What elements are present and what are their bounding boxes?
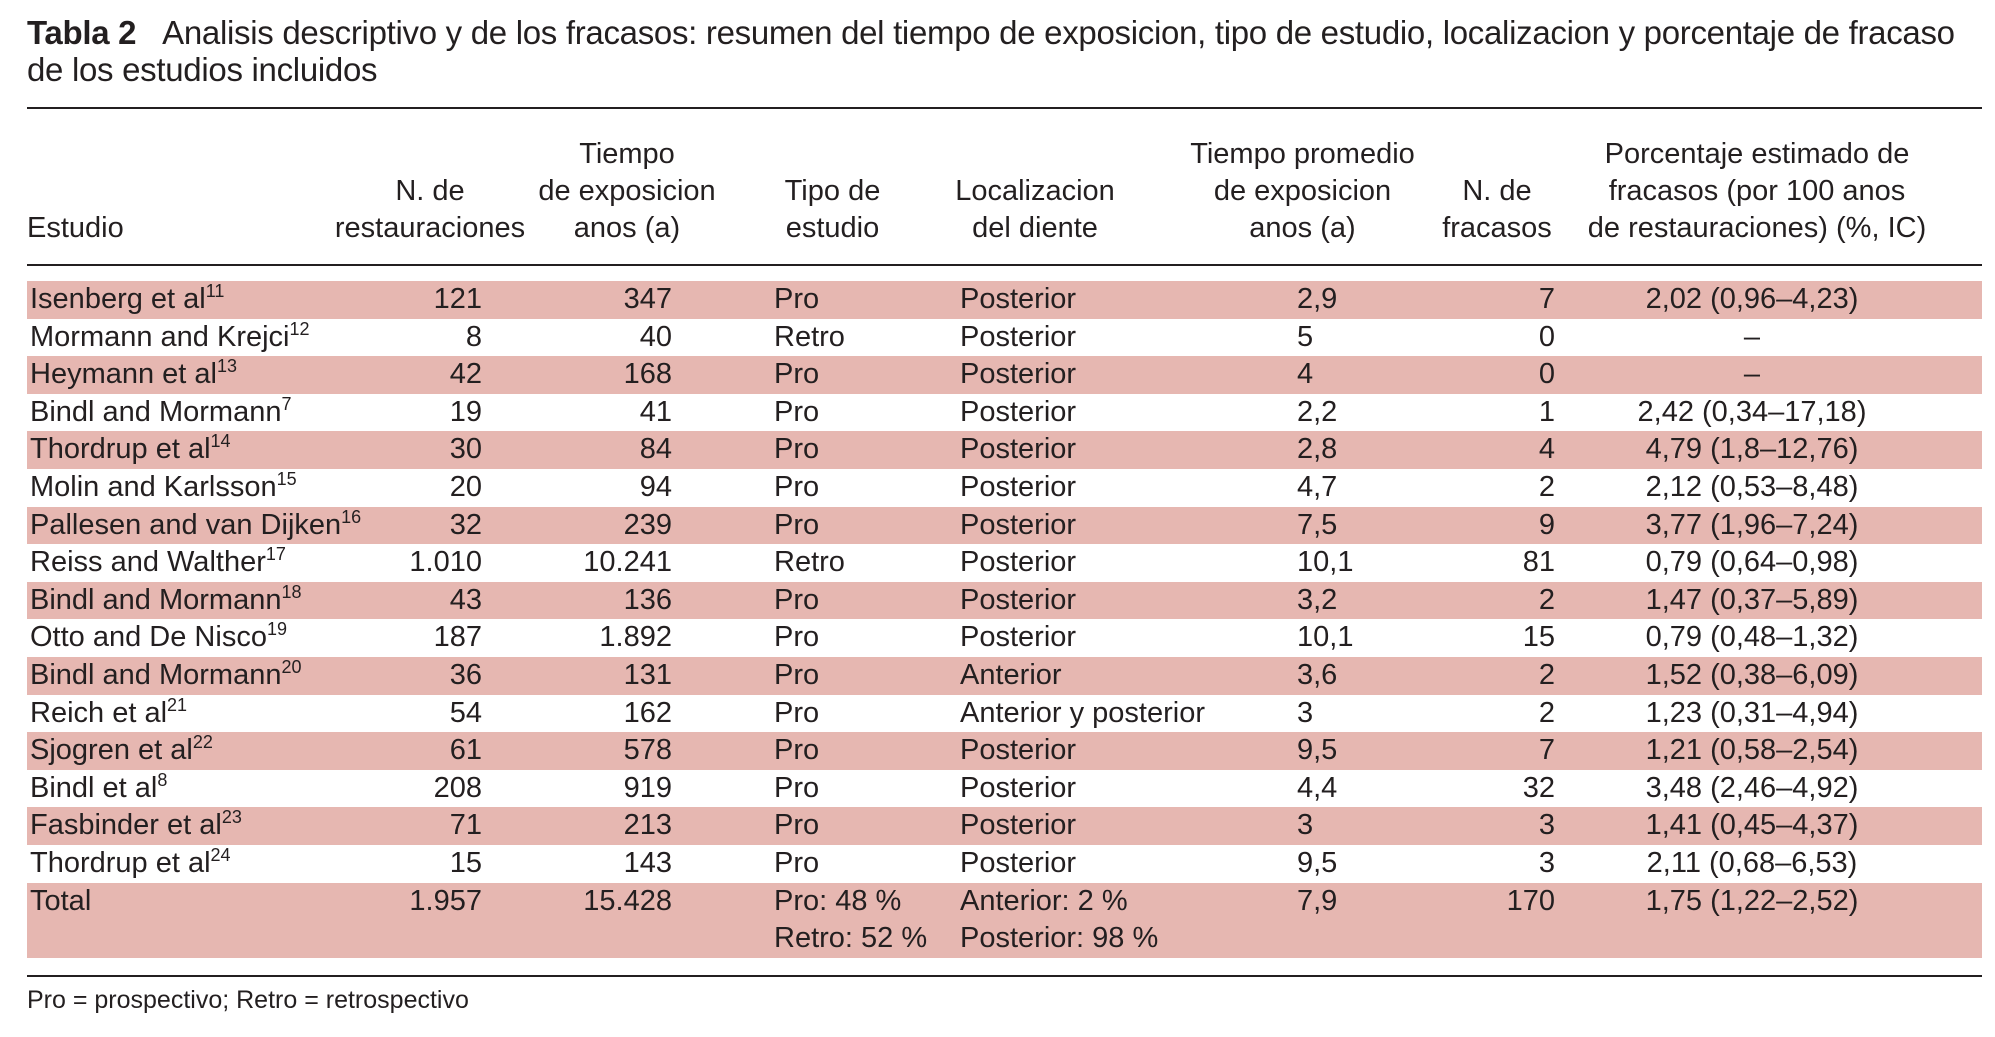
study-name: Thordrup et al bbox=[30, 433, 211, 466]
cell-tiempo-promedio: 3 bbox=[1297, 809, 1314, 842]
cell-tipo-estudio: Pro bbox=[774, 283, 820, 315]
cell-porcentaje: 1,41 (0,45–4,37) bbox=[1645, 809, 1859, 842]
cell-fracasos: 2 bbox=[1538, 658, 1555, 691]
total-loc-posterior: Posterior: 98 % bbox=[960, 921, 1159, 954]
cell-estudio bbox=[30, 695, 187, 733]
table-row bbox=[27, 770, 1982, 808]
reference-number: 8 bbox=[157, 769, 168, 790]
cell-fracasos: 7 bbox=[1538, 734, 1555, 767]
cell-restauraciones: 32 bbox=[449, 508, 482, 541]
table-row bbox=[27, 695, 1982, 733]
cell-localizacion: Posterior bbox=[960, 583, 1077, 616]
table-row bbox=[27, 356, 1982, 394]
cell-porcentaje: 1,47 (0,37–5,89) bbox=[1645, 583, 1859, 616]
cell-tiempo-promedio: 2,8 bbox=[1297, 433, 1338, 466]
reference-number: 15 bbox=[276, 468, 297, 489]
cell-tiempo-promedio: 5 bbox=[1297, 320, 1314, 353]
cell-tiempo-exposicion: 1.892 bbox=[599, 621, 672, 654]
cell-tiempo-promedio: 3,2 bbox=[1297, 583, 1338, 616]
cell-restauraciones: 54 bbox=[449, 696, 482, 729]
table-row bbox=[27, 619, 1982, 657]
study-name: Bindl et al bbox=[30, 771, 158, 804]
cell-restauraciones: 15 bbox=[449, 846, 482, 879]
reference-number: 14 bbox=[210, 431, 231, 452]
cell-localizacion: Anterior y posterior bbox=[960, 696, 1205, 729]
cell-tiempo-exposicion: 143 bbox=[623, 846, 672, 879]
study-name: Bindl and Mormann bbox=[30, 658, 282, 691]
cell-localizacion: Posterior bbox=[960, 395, 1077, 428]
cell-tipo-estudio: Pro bbox=[774, 433, 820, 466]
cell-tiempo-promedio: 9,5 bbox=[1297, 846, 1338, 879]
cell-tiempo-exposicion: 919 bbox=[623, 771, 672, 804]
cell-tipo-estudio: Retro bbox=[774, 546, 845, 579]
table-row bbox=[27, 582, 1982, 620]
header-tiempo-exposicion: Tiempo de exposicion anos (a) bbox=[538, 138, 716, 244]
cell-localizacion: Posterior bbox=[960, 358, 1077, 391]
reference-number: 23 bbox=[221, 807, 242, 828]
cell-tiempo-exposicion: 131 bbox=[623, 658, 672, 691]
cell-tiempo-promedio: 7,5 bbox=[1297, 508, 1338, 541]
header-estudio: Estudio bbox=[27, 212, 124, 244]
reference-number: 24 bbox=[210, 844, 231, 865]
cell-restauraciones: 20 bbox=[449, 470, 482, 503]
header-localizacion: Localizacion del diente bbox=[955, 175, 1115, 244]
cell-tiempo-exposicion: 347 bbox=[623, 283, 672, 315]
cell-porcentaje: 3,77 (1,96–7,24) bbox=[1645, 508, 1859, 541]
study-name: Isenberg et al bbox=[30, 283, 206, 315]
cell-tiempo-promedio: 2,2 bbox=[1297, 395, 1338, 428]
cell-tipo-estudio: Pro bbox=[774, 809, 820, 842]
study-name: Fasbinder et al bbox=[30, 809, 222, 842]
total-porcentaje: 1,75 (1,22–2,52) bbox=[1645, 884, 1859, 917]
total-tiempo-promedio: 7,9 bbox=[1297, 884, 1338, 917]
caption-text: Analisis descriptivo y de los fracasos: resumen del tiempo de exposicion, tipo de estudio, localizacion y porcentaje de fracaso de los estudios incluidos bbox=[27, 14, 1955, 88]
study-name: Molin and Karlsson bbox=[30, 470, 277, 503]
cell-tiempo-promedio: 9,5 bbox=[1297, 734, 1338, 767]
reference-number: 12 bbox=[289, 318, 310, 339]
study-name: Sjogren et al bbox=[30, 734, 193, 767]
cell-tipo-estudio: Pro bbox=[774, 771, 820, 804]
study-name: Pallesen and van Dijken bbox=[30, 508, 342, 541]
cell-estudio bbox=[30, 281, 224, 319]
cell-localizacion: Posterior bbox=[960, 433, 1077, 466]
reference-number: 17 bbox=[265, 544, 286, 565]
table-row bbox=[27, 507, 1982, 545]
cell-tiempo-promedio: 4 bbox=[1297, 358, 1314, 391]
cell-estudio bbox=[30, 845, 231, 883]
reference-number: 20 bbox=[281, 656, 302, 677]
table-caption bbox=[27, 14, 1977, 88]
cell-estudio bbox=[30, 544, 286, 582]
total-fracasos: 170 bbox=[1506, 884, 1555, 917]
cell-localizacion: Posterior bbox=[960, 734, 1077, 767]
total-loc-anterior: Anterior: 2 % bbox=[960, 884, 1128, 917]
cell-restauraciones: 1.010 bbox=[409, 546, 482, 579]
cell-restauraciones: 208 bbox=[433, 771, 482, 804]
cell-fracasos: 3 bbox=[1538, 809, 1555, 842]
cell-tipo-estudio: Pro bbox=[774, 734, 820, 767]
cell-tipo-estudio: Pro bbox=[774, 470, 820, 503]
cell-restauraciones: 8 bbox=[465, 320, 482, 353]
cell-localizacion: Posterior bbox=[960, 771, 1077, 804]
cell-tiempo-exposicion: 94 bbox=[639, 470, 672, 503]
header-porcentaje: Porcentaje estimado de fracasos (por 100 anos de restauraciones) (%, IC) bbox=[1587, 138, 1927, 244]
cell-tipo-estudio: Pro bbox=[774, 395, 820, 428]
study-name: Reiss and Walther bbox=[30, 546, 266, 579]
reference-number: 7 bbox=[281, 393, 292, 414]
cell-fracasos: 2 bbox=[1538, 696, 1555, 729]
cell-tiempo-exposicion: 168 bbox=[623, 358, 672, 391]
table-row bbox=[27, 845, 1982, 883]
table-row bbox=[27, 544, 1982, 582]
cell-localizacion: Posterior bbox=[960, 809, 1077, 842]
total-restauraciones: 1.957 bbox=[409, 884, 482, 917]
cell-localizacion: Posterior bbox=[960, 621, 1077, 654]
table-row bbox=[27, 394, 1982, 432]
cell-porcentaje: 2,02 (0,96–4,23) bbox=[1645, 283, 1859, 315]
study-name: Bindl and Mormann bbox=[30, 583, 282, 616]
table-row bbox=[27, 807, 1982, 845]
table-row bbox=[27, 281, 1982, 319]
study-name: Heymann et al bbox=[30, 358, 217, 391]
study-name: Thordrup et al bbox=[30, 846, 211, 879]
footnote: Pro = prospectivo; Retro = retrospectivo bbox=[27, 986, 469, 1014]
cell-tiempo-promedio: 10,1 bbox=[1297, 621, 1354, 654]
reference-number: 11 bbox=[205, 281, 225, 301]
cell-tipo-estudio: Pro bbox=[774, 583, 820, 616]
cell-fracasos: 0 bbox=[1538, 358, 1555, 391]
table-row bbox=[27, 319, 1982, 357]
cell-fracasos: 81 bbox=[1522, 546, 1555, 579]
cell-tipo-estudio: Pro bbox=[774, 621, 820, 654]
reference-number: 21 bbox=[167, 694, 188, 715]
header-tiempo-promedio: Tiempo promedio de exposicion anos (a) bbox=[1190, 138, 1415, 244]
cell-porcentaje: – bbox=[1743, 320, 1761, 353]
cell-tiempo-exposicion: 84 bbox=[639, 433, 672, 466]
cell-estudio bbox=[30, 770, 167, 808]
cell-porcentaje: 1,23 (0,31–4,94) bbox=[1645, 696, 1859, 729]
header-restauraciones: N. de restauraciones bbox=[334, 175, 526, 244]
cell-fracasos: 32 bbox=[1522, 771, 1555, 804]
total-label: Total bbox=[30, 884, 92, 917]
cell-localizacion: Posterior bbox=[960, 508, 1077, 541]
cell-restauraciones: 121 bbox=[433, 283, 482, 315]
cell-fracasos: 3 bbox=[1538, 846, 1555, 879]
total-tiempo-exposicion: 15.428 bbox=[583, 884, 672, 917]
table-body bbox=[27, 281, 1982, 958]
cell-fracasos: 4 bbox=[1538, 433, 1555, 466]
cell-porcentaje: – bbox=[1743, 358, 1761, 391]
header-rule bbox=[27, 264, 1982, 266]
cell-estudio bbox=[30, 732, 213, 770]
cell-porcentaje: 1,52 (0,38–6,09) bbox=[1645, 658, 1859, 691]
cell-tiempo-promedio: 3 bbox=[1297, 696, 1314, 729]
reference-number: 16 bbox=[341, 506, 362, 527]
table-label: Tabla 2 bbox=[27, 14, 137, 51]
table-row bbox=[27, 657, 1982, 695]
cell-restauraciones: 43 bbox=[449, 583, 482, 616]
cell-porcentaje: 0,79 (0,48–1,32) bbox=[1645, 621, 1859, 654]
cell-tiempo-promedio: 10,1 bbox=[1297, 546, 1354, 579]
cell-porcentaje: 2,11 (0,68–6,53) bbox=[1646, 846, 1858, 879]
cell-estudio bbox=[30, 807, 242, 845]
cell-tiempo-exposicion: 10.241 bbox=[583, 546, 672, 579]
total-tipo-pro: Pro: 48 % bbox=[774, 884, 902, 917]
cell-tiempo-promedio: 4,4 bbox=[1297, 771, 1338, 804]
table-row bbox=[27, 732, 1982, 770]
cell-restauraciones: 71 bbox=[449, 809, 482, 842]
reference-number: 22 bbox=[192, 732, 213, 753]
cell-localizacion: Posterior bbox=[960, 320, 1077, 353]
study-name: Bindl and Mormann bbox=[30, 395, 282, 428]
cell-estudio bbox=[30, 619, 287, 657]
top-rule bbox=[27, 107, 1982, 109]
cell-tiempo-promedio: 4,7 bbox=[1297, 470, 1338, 503]
cell-fracasos: 9 bbox=[1538, 508, 1555, 541]
header-tipo-estudio: Tipo de estudio bbox=[784, 175, 881, 244]
cell-tiempo-promedio: 2,9 bbox=[1297, 283, 1338, 315]
cell-estudio bbox=[30, 431, 231, 469]
cell-fracasos: 15 bbox=[1522, 621, 1555, 654]
cell-porcentaje: 2,42 (0,34–17,18) bbox=[1637, 395, 1867, 428]
cell-restauraciones: 61 bbox=[449, 734, 482, 767]
bottom-rule bbox=[27, 975, 1982, 977]
cell-tiempo-exposicion: 578 bbox=[623, 734, 672, 767]
table-row bbox=[27, 469, 1982, 507]
cell-porcentaje: 1,21 (0,58–2,54) bbox=[1645, 734, 1859, 767]
cell-porcentaje: 4,79 (1,8–12,76) bbox=[1645, 433, 1859, 466]
cell-tiempo-exposicion: 213 bbox=[623, 809, 672, 842]
cell-fracasos: 0 bbox=[1538, 320, 1555, 353]
reference-number: 13 bbox=[217, 356, 238, 377]
cell-estudio bbox=[30, 356, 237, 394]
cell-localizacion: Posterior bbox=[960, 283, 1077, 315]
cell-localizacion: Posterior bbox=[960, 846, 1077, 879]
total-tipo-retro: Retro: 52 % bbox=[774, 921, 928, 954]
cell-estudio bbox=[30, 394, 292, 432]
reference-number: 18 bbox=[281, 581, 302, 602]
cell-localizacion: Posterior bbox=[960, 470, 1077, 503]
reference-number: 19 bbox=[266, 619, 287, 640]
cell-fracasos: 2 bbox=[1538, 470, 1555, 503]
cell-fracasos: 1 bbox=[1538, 395, 1555, 428]
cell-localizacion: Anterior bbox=[960, 658, 1062, 691]
cell-restauraciones: 36 bbox=[449, 658, 482, 691]
cell-tiempo-exposicion: 162 bbox=[623, 696, 672, 729]
cell-tipo-estudio: Pro bbox=[774, 508, 820, 541]
cell-tiempo-exposicion: 40 bbox=[639, 320, 672, 353]
cell-tiempo-exposicion: 239 bbox=[623, 508, 672, 541]
cell-tipo-estudio: Pro bbox=[774, 696, 820, 729]
cell-tipo-estudio: Pro bbox=[774, 846, 820, 879]
study-name: Reich et al bbox=[30, 696, 168, 729]
cell-localizacion: Posterior bbox=[960, 546, 1077, 579]
cell-restauraciones: 19 bbox=[449, 395, 482, 428]
cell-restauraciones: 30 bbox=[449, 433, 482, 466]
cell-tiempo-exposicion: 41 bbox=[639, 395, 672, 428]
cell-restauraciones: 187 bbox=[433, 621, 482, 654]
cell-fracasos: 2 bbox=[1538, 583, 1555, 616]
cell-tipo-estudio: Pro bbox=[774, 658, 820, 691]
table-row bbox=[27, 431, 1982, 469]
cell-tiempo-exposicion: 136 bbox=[623, 583, 672, 616]
cell-tiempo-promedio: 3,6 bbox=[1297, 658, 1338, 691]
cell-fracasos: 7 bbox=[1538, 283, 1555, 315]
cell-porcentaje: 3,48 (2,46–4,92) bbox=[1645, 771, 1859, 804]
cell-tipo-estudio: Retro bbox=[774, 320, 845, 353]
cell-porcentaje: 0,79 (0,64–0,98) bbox=[1645, 546, 1859, 579]
cell-restauraciones: 42 bbox=[449, 358, 482, 391]
header-fracasos: N. de fracasos bbox=[1442, 175, 1552, 244]
study-name: Mormann and Krejci bbox=[30, 320, 290, 353]
study-name: Otto and De Nisco bbox=[30, 621, 267, 654]
total-row bbox=[27, 883, 1982, 958]
cell-porcentaje: 2,12 (0,53–8,48) bbox=[1645, 470, 1859, 503]
cell-tipo-estudio: Pro bbox=[774, 358, 820, 391]
